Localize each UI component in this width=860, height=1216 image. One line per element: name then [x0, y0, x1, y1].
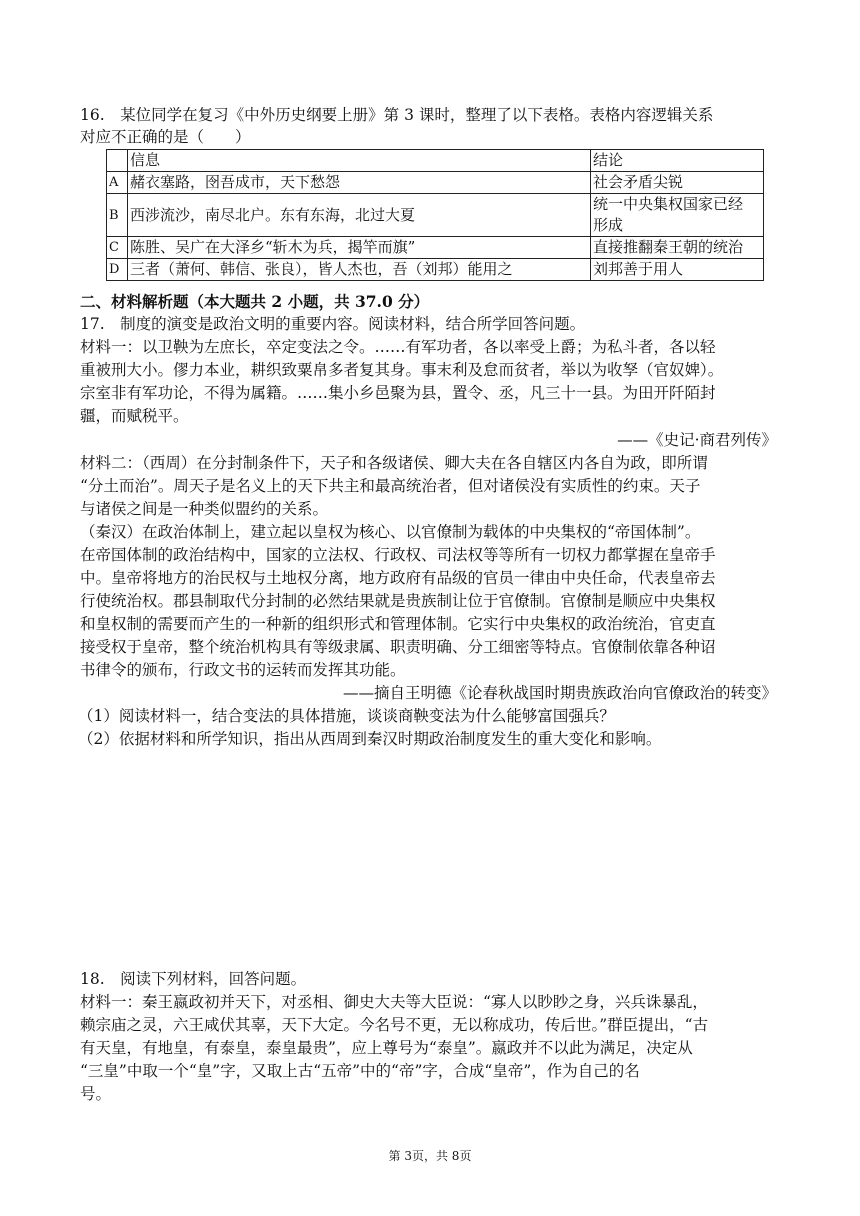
- section-title: 二、材料解析题（本大题共 2 小题，共 37.0 分）: [80, 292, 430, 311]
- table-header-row: [107, 150, 764, 172]
- q17-material1-line: 材料一：以卫鞅为左庶长，卒定变法之令。……有军功者，各以率受上爵；为私斗者，各以轻: [80, 338, 716, 356]
- q17-subquestion-2: （2）依据材料和所学知识，指出从西周到秦汉时期政治制度发生的重大变化和影响。: [78, 730, 662, 748]
- q17-source1: ——《史记·商君列传》: [617, 431, 777, 449]
- table-info-cell: 陈胜、吴广在大泽乡“斩木为兵，揭竿而旗”: [128, 237, 591, 259]
- table-row: [107, 237, 764, 259]
- table-option-label: D: [107, 259, 128, 281]
- q18-stem: 18. 阅读下列材料，回答问题。: [80, 970, 307, 988]
- table-row: [107, 172, 764, 194]
- table-header-conclusion: 结论: [591, 150, 764, 172]
- table-row: [107, 259, 764, 281]
- table-option-label: B: [107, 194, 128, 237]
- q18-material-line: 材料一：秦王嬴政初并天下，对丞相、御史大夫等大臣说：“寡人以眇眇之身，兴兵诛暴乱，: [80, 993, 708, 1011]
- q17-material2-line: “分土而治”。周天子是名义上的天下共主和最高统治者，但对诸侯没有实质性的约束。天子: [80, 477, 701, 495]
- table-conclusion-cell: 社会矛盾尖锐: [591, 172, 764, 194]
- q17-material2-line: 行使统治权。郡县制取代分封制的必然结果就是贵族制让位于官僚制。官僚制是顺应中央集权: [80, 592, 716, 610]
- q17-material2-line: 书律令的颁布，行政文书的运转而发挥其功能。: [80, 661, 406, 679]
- q18-material-line: “三皇”中取一个“皇”字，又取上古“五帝”中的“帝”字，合成“皇帝”，作为自己的名: [80, 1062, 640, 1080]
- table-header-opt: [107, 150, 128, 172]
- q17-material2-line: 接受权于皇帝，整个统治机构具有等级隶属、职责明确、分工细密等特点。官僚制依靠各种诏: [80, 638, 716, 656]
- q17-source2: ——摘自王明德《论春秋战国时期贵族政治向官僚政治的转变》: [342, 684, 777, 702]
- q17-subquestion-1: （1）阅读材料一，结合变法的具体措施，谈谈商鞅变法为什么能够富国强兵？: [78, 707, 615, 725]
- q18-material-line: 赖宗庙之灵，六王咸伏其辜，天下大定。今名号不更，无以称成功，传后世。”群臣提出，“古: [80, 1016, 709, 1034]
- table-info-cell: 西涉流沙，南尽北户。东有东海，北过大夏: [128, 194, 591, 237]
- conclusion-line1: 统一中央集权国家已经: [593, 195, 744, 213]
- table-info-cell: 赭衣塞路，囹吾成市，天下愁怨: [128, 172, 591, 194]
- conclusion-line2: 形成: [593, 216, 624, 234]
- table-conclusion-cell: 直接推翻秦王朝的统治: [591, 237, 764, 259]
- q17-material1-line: 宗室非有军功论，不得为属籍。……集小乡邑聚为县，置令、丞，凡三十一县。为田开阡陌封: [80, 384, 716, 402]
- table-conclusion-cell: 刘邦善于用人: [591, 259, 764, 281]
- table-info-cell: 三者（萧何、韩信、张良），皆人杰也，吾（刘邦）能用之: [128, 259, 591, 281]
- table-header-info: 信息: [128, 150, 591, 172]
- table-conclusion-cell: [591, 194, 764, 237]
- q17-material1-line: 重被刑大小。僇力本业，耕织致粟帛多者复其身。事末利及怠而贫者，举以为收孥（官奴婢）。: [80, 361, 724, 379]
- q17-material2-line: 材料二：（西周）在分封制条件下，天子和各级诸侯、卿大夫在各自辖区内各自为政，即所谓: [80, 454, 708, 472]
- q17-material2-line: （秦汉）在政治体制上，建立起以皇权为核心、以官僚制为载体的中央集权的“帝国体制”。: [80, 523, 701, 541]
- q18-material-line: 有天皇，有地皇，有泰皇，泰皇最贵”，应上尊号为“泰皇”。嬴政并不以此为满足，决定从: [80, 1039, 693, 1057]
- q17-material1-line: 疆，而赋税平。: [80, 407, 189, 425]
- q17-material2-line: 中。皇帝将地方的治民权与土地权分离，地方政府有品级的官员一律由中央任命，代表皇帝去: [80, 569, 716, 587]
- table-row: [107, 194, 764, 237]
- q18-material-line: 号。: [80, 1085, 112, 1103]
- q17-material2-line: 在帝国体制的政治结构中，国家的立法权、行政权、司法权等等所有一切权力都掌握在皇帝手: [80, 546, 716, 564]
- table-option-label: A: [107, 172, 128, 194]
- q16-stem-line1: 16. 某位同学在复习《中外历史纲要上册》第 3 课时，整理了以下表格。表格内容逻辑关系: [80, 106, 714, 124]
- page-footer: 第 3页，共 8页: [388, 1149, 472, 1163]
- table-option-label: C: [107, 237, 128, 259]
- q16-stem-line2: 对应不正确的是（ ）: [80, 128, 251, 146]
- q17-material2-line: 与诸侯之间是一种类似盟约的关系。: [80, 500, 329, 518]
- q16-table: [106, 149, 764, 281]
- q17-stem: 17. 制度的演变是政治文明的重要内容。阅读材料，结合所学回答问题。: [80, 315, 586, 333]
- q17-material2-line: 和皇权制的需要而产生的一种新的组织形式和管理体制。它实行中央集权的政治统治，官吏直: [80, 615, 716, 633]
